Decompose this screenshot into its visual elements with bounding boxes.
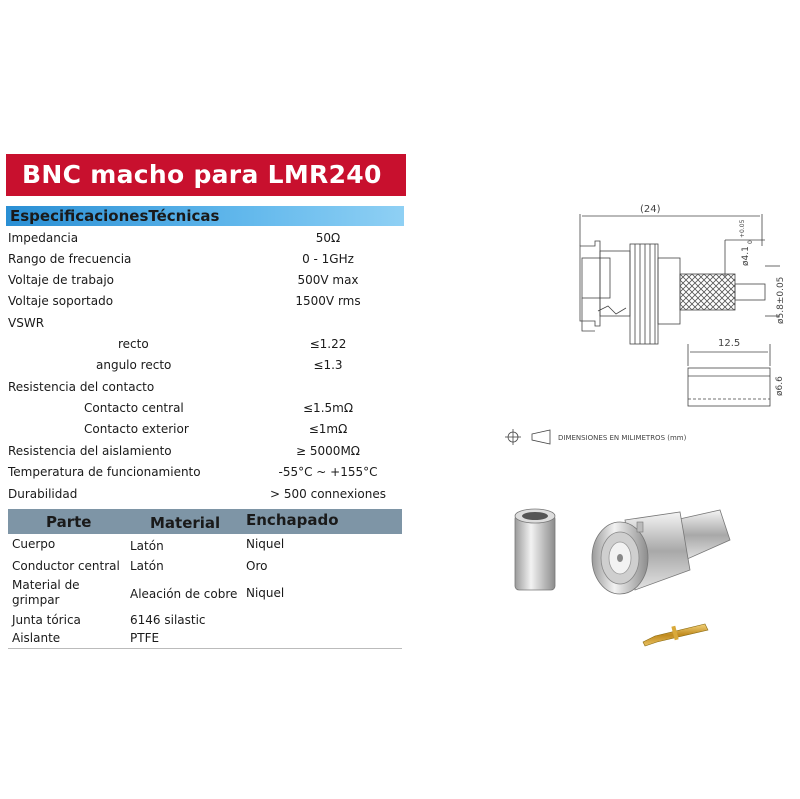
spec-label: Impedancia xyxy=(8,231,79,245)
parts-header-material: Material xyxy=(150,514,221,532)
spec-label: recto xyxy=(118,337,149,351)
spec-row xyxy=(8,313,404,333)
spec-label: Durabilidad xyxy=(8,487,78,501)
spec-label: angulo recto xyxy=(96,358,172,372)
spec-value: ≤1.22 xyxy=(309,337,347,351)
spec-label: VSWR xyxy=(8,316,45,330)
part-name: Aislante xyxy=(12,631,61,645)
page-title: BNC macho para LMR240 xyxy=(6,154,406,196)
dim-d2: ø5.8±0.05 xyxy=(776,276,786,324)
part-material: Latón xyxy=(130,559,164,573)
dim-d1-tol-upper: +0.05 xyxy=(739,219,746,238)
spec-row xyxy=(8,355,404,375)
spec-label: Voltaje de trabajo xyxy=(8,273,114,287)
parts-header-part: Parte xyxy=(46,513,92,531)
spec-row xyxy=(8,441,404,461)
spec-label: Voltaje soportado xyxy=(8,294,114,308)
specs-header: EspecificacionesTécnicas xyxy=(6,206,404,226)
part-plating: Niquel xyxy=(246,537,285,551)
part-plating: Niquel xyxy=(246,586,285,600)
dim-d1-tol-lower: 0 xyxy=(747,240,754,244)
spec-row xyxy=(8,419,404,439)
part-material: 6146 silastic xyxy=(130,613,206,627)
spec-label: Contacto central xyxy=(84,401,184,415)
bnc-connector-image xyxy=(592,510,730,594)
dim-d1: ø4.1 xyxy=(741,246,751,266)
spec-row xyxy=(8,377,404,397)
spec-label: Rango de frecuencia xyxy=(8,252,132,266)
part-plating: Oro xyxy=(246,559,268,573)
spec-value: ≥ 5000MΩ xyxy=(296,444,360,458)
part-name: Conductor central xyxy=(12,559,120,573)
spec-row xyxy=(8,270,404,290)
parts-header xyxy=(8,509,402,534)
spec-row xyxy=(8,484,404,504)
ferrule-image xyxy=(515,509,555,590)
diagram-caption: DIMENSIONES EN MILIMETROS (mm) xyxy=(558,434,687,442)
part-material: Aleación de cobre xyxy=(130,587,238,601)
spec-row xyxy=(8,228,404,248)
spec-value: ≤1.3 xyxy=(313,358,343,372)
divider xyxy=(8,648,402,649)
spec-value: 0 - 1GHz xyxy=(302,252,354,266)
spec-row xyxy=(8,462,404,482)
spec-label: Resistencia del contacto xyxy=(8,380,155,394)
spec-row xyxy=(8,334,404,354)
spec-label: Contacto exterior xyxy=(84,422,189,436)
spec-value: > 500 connexiones xyxy=(270,487,386,501)
spec-value: ≤1.5mΩ xyxy=(303,401,353,415)
parts-header-plating: Enchapado xyxy=(246,511,339,529)
part-material: PTFE xyxy=(130,631,160,645)
spec-label: Temperatura de funcionamiento xyxy=(8,465,201,479)
spec-row xyxy=(8,249,404,269)
spec-value: 1500V rms xyxy=(295,294,361,308)
spec-value: ≤1mΩ xyxy=(308,422,348,436)
part-name: Junta tórica xyxy=(12,613,81,627)
spec-value: -55°C ~ +155°C xyxy=(278,465,378,479)
spec-value: 50Ω xyxy=(315,231,341,245)
spec-value: 500V max xyxy=(297,273,359,287)
dim-length: (24) xyxy=(640,204,661,215)
spec-label: Resistencia del aislamiento xyxy=(8,444,172,458)
spec-row xyxy=(8,291,404,311)
dimension-drawing xyxy=(500,196,790,456)
part-name: Cuerpo xyxy=(12,537,56,551)
part-material: Latón xyxy=(130,539,164,553)
center-pin-image xyxy=(643,624,708,646)
spec-row xyxy=(8,398,404,418)
part-name: Material de grimpar xyxy=(12,578,80,607)
connector-photo xyxy=(505,500,735,650)
ferrule-diameter: ø6.6 xyxy=(775,376,785,396)
ferrule-length: 12.5 xyxy=(718,338,741,349)
